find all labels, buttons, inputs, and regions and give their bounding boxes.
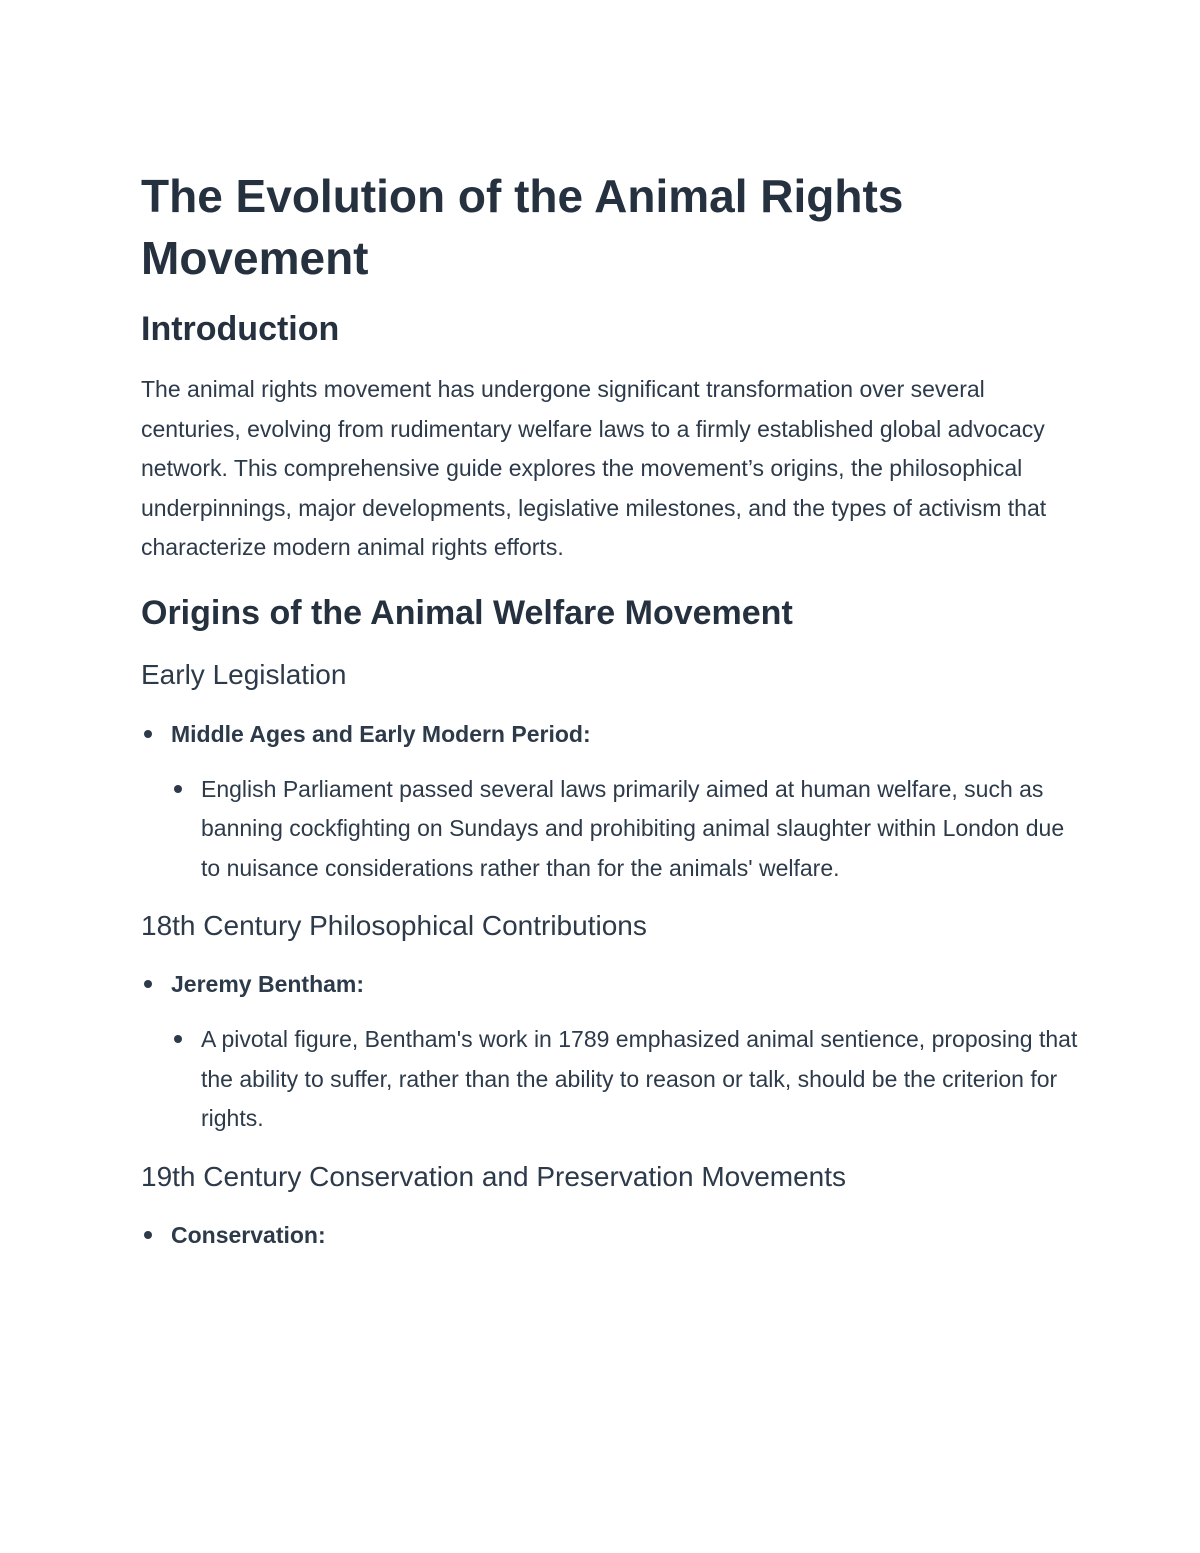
section-heading-origins: Origins of the Animal Welfare Movement — [141, 593, 793, 632]
section-heading-introduction: Introduction — [141, 310, 340, 348]
bullet-dot-icon — [144, 1231, 152, 1239]
list-item — [141, 715, 1071, 755]
list-early-legislation — [141, 715, 1071, 888]
document-title: The Evolution of the Animal Rights Movement — [141, 170, 904, 284]
bullet-text: Middle Ages and Early Modern Period: — [171, 720, 591, 747]
list-item — [141, 965, 1071, 1005]
list-item — [141, 1216, 1071, 1256]
list-item — [141, 1020, 1081, 1139]
bullet-dot-icon — [144, 980, 152, 988]
bullet-dot-icon — [174, 1035, 182, 1043]
bullet-text: Conservation: — [171, 1221, 326, 1248]
document-page — [141, 165, 1078, 1255]
subheading-philosophical-contributions: 18th Century Philosophical Contributions — [141, 910, 647, 942]
sub-bullet-text: English Parliament passed several laws primarily aimed at human welfare, such as banning cockfighting on Sundays and prohibiting animal slaughter within London due to nuisance considerations rather than for the animals' welfare. — [201, 775, 1065, 881]
list-philosophical — [141, 965, 1078, 1138]
bullet-text: Jeremy Bentham: — [171, 971, 365, 998]
sub-bullet-text: A pivotal figure, Bentham's work in 1789 emphasized animal sentience, proposing that the ability to suffer, rather than the ability to reason or talk, should be the criterion for rights. — [201, 1025, 1078, 1132]
list-conservation — [141, 1216, 1071, 1256]
subheading-early-legislation: Early Legislation — [141, 658, 347, 690]
bullet-dot-icon — [144, 730, 152, 738]
introduction-paragraph: The animal rights movement has undergone significant transformation over several centuries, evolving from rudimentary welfare laws to a firmly established global advocacy network. This comprehensive guide explores the movement’s origins, the philosophical underpinnings, major developments, legislative milestones, and the types of activism that characterize modern animal rights efforts. — [141, 376, 1047, 561]
bullet-dot-icon — [174, 785, 182, 793]
subheading-conservation-movements: 19th Century Conservation and Preservation Movements — [141, 1160, 847, 1192]
list-item — [141, 770, 1081, 889]
